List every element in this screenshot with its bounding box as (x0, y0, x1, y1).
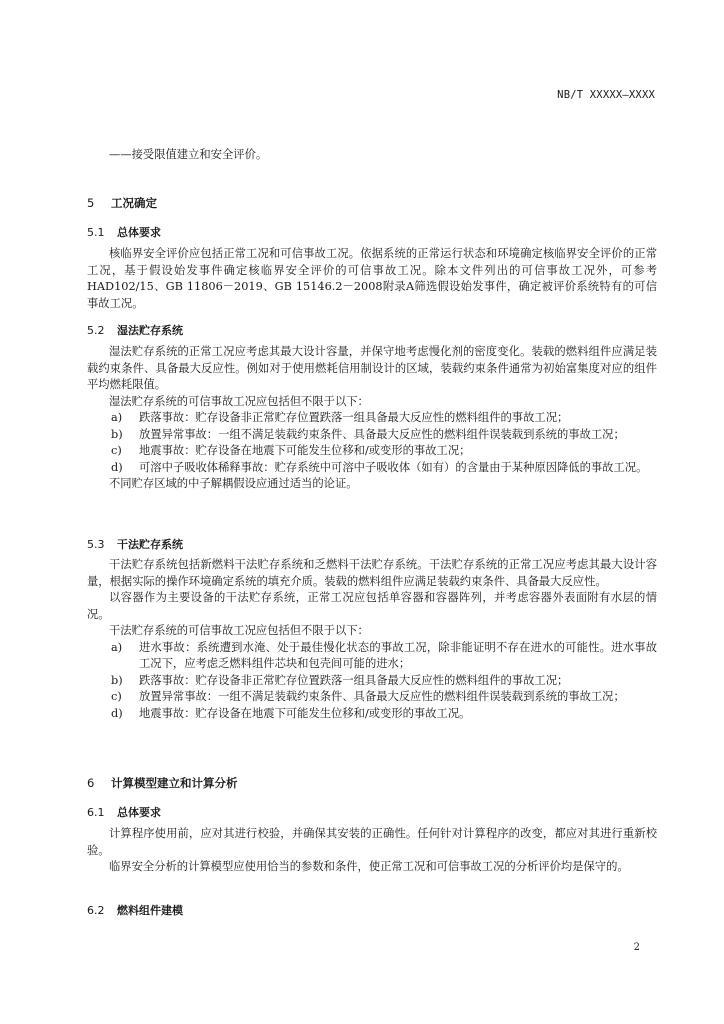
list-text: 地震事故：贮存设备在地震下可能发生位移和/或变形的事故工况； (139, 444, 471, 457)
list-marker: b) (111, 673, 123, 687)
list-item (87, 443, 657, 460)
list-item (87, 673, 657, 690)
section-title: 总体要求 (117, 226, 161, 239)
list-text: 跌落事故：贮存设备非正常贮存位置跌落一组具备最大反应性的燃料组件的事故工况； (139, 673, 569, 687)
section-5-3-heading (87, 537, 657, 553)
list-marker: c) (111, 690, 122, 703)
list-marker: a) (111, 411, 123, 424)
section-6-1-heading (87, 805, 657, 821)
section-5-2-body (87, 344, 657, 493)
section-number: 5.3 (87, 538, 105, 551)
section-5-1-heading (87, 225, 657, 241)
list-marker: d) (111, 706, 123, 720)
section-5-2-heading (87, 323, 657, 339)
intro-line: ——接受限值建立和安全评价。 (109, 148, 268, 161)
document-number: NB/T XXXXX—XXXX (557, 89, 655, 101)
page-number: 2 (633, 942, 640, 953)
list-item (87, 460, 657, 477)
section-number: 6.2 (87, 904, 105, 917)
list-marker: c) (111, 444, 122, 457)
paragraph: 核临界安全评价应包括正常工况和可信事故工况。依据系统的正常运行状态和环境确定核临界安全评价的正常工况，基于假设始发事件确定核临界安全评价的可信事故工况。除本文件列出的可信事故工况外，可参考HAD102/15、GB 11806－2019、GB 15146.2－2008附录A筛选假设始发事件，确定被评价系统特有的可信事故工况。 (87, 247, 657, 310)
section-6-heading (87, 775, 657, 791)
section-number: 6 (87, 776, 95, 790)
section-number: 6.1 (87, 806, 105, 819)
section-title: 计算模型建立和计算分析 (111, 776, 238, 790)
section-5-heading (87, 195, 657, 211)
list-text: 跌落事故：贮存设备非正常贮存位置跌落一组具备最大反应性的燃料组件的事故工况； (139, 411, 569, 424)
section-title: 燃料组件建模 (117, 904, 183, 917)
list-item (87, 706, 657, 723)
paragraph: 计算程序使用前，应对其进行校验，并确保其安装的正确性。任何针对计算程序的改变，都应对其进行重新校验。 (87, 827, 657, 857)
section-6-2-heading (87, 903, 657, 919)
section-number: 5.1 (87, 226, 105, 239)
paragraph: 干法贮存系统包括新燃料干法贮存系统和乏燃料干法贮存系统。干法贮存系统的正常工况应考虑其最大设计容量，根据实际的操作环境确定系统的填充介质。装载的燃料组件应满足装载约束条件、具备最大反应性。 (87, 558, 657, 588)
list-text: 进水事故：系统遭到水淹、处于最佳慢化状态的事故工况，除非能证明不存在进水的可能性。进水事故工况下，应考虑乏燃料组件芯块和包壳间可能的进水； (139, 640, 657, 670)
list-item (87, 689, 657, 706)
section-number: 5.2 (87, 324, 105, 337)
section-number: 5 (87, 196, 95, 210)
section-title: 工况确定 (111, 196, 157, 210)
list-text: 可溶中子吸收体稀释事故：贮存系统中可溶中子吸收体（如有）的含量由于某种原因降低的事故工况。 (139, 460, 648, 474)
list-item (87, 410, 657, 427)
paragraph: 不同贮存区域的中子解耦假设应通过适当的论证。 (109, 477, 358, 490)
list-text: 地震事故：贮存设备在地震下可能发生位移和/或变形的事故工况。 (139, 706, 471, 720)
list-marker: b) (111, 427, 123, 441)
section-5-3-body (87, 557, 657, 722)
list-item (87, 640, 657, 673)
section-title: 总体要求 (117, 806, 161, 819)
section-title: 干法贮存系统 (117, 538, 183, 551)
list-marker: d) (111, 460, 123, 474)
paragraph: 以容器作为主要设备的干法贮存系统，正常工况应包括单容器和容器阵列，并考虑容器外表面附有水层的情况。 (87, 591, 657, 621)
list-text: 放置异常事故：一组不满足装载约束条件、具备最大反应性的燃料组件误装载到系统的事故工况； (139, 427, 625, 441)
list-item (87, 427, 657, 444)
list-text: 放置异常事故：一组不满足装载约束条件、具备最大反应性的燃料组件误装载到系统的事故工况； (139, 690, 625, 703)
paragraph: 临界安全分析的计算模型应使用恰当的参数和条件，使正常工况和可信事故工况的分析评价均是保守的。 (109, 860, 629, 873)
paragraph: 湿法贮存系统的正常工况应考虑其最大设计容量，并保守地考虑慢化剂的密度变化。装载的燃料组件应满足装载约束条件、具备最大反应性。例如对于使用燃耗信用制设计的区域，装载约束条件通常为初始富集度对应的组件平均燃耗限值。 (87, 345, 657, 391)
list-marker: a) (111, 640, 123, 654)
section-6-1-body (87, 826, 657, 876)
section-title: 湿法贮存系统 (117, 324, 183, 337)
paragraph: 干法贮存系统的可信事故工况应包括但不限于以下： (109, 624, 369, 637)
paragraph: 湿法贮存系统的可信事故工况应包括但不限于以下： (109, 394, 369, 408)
